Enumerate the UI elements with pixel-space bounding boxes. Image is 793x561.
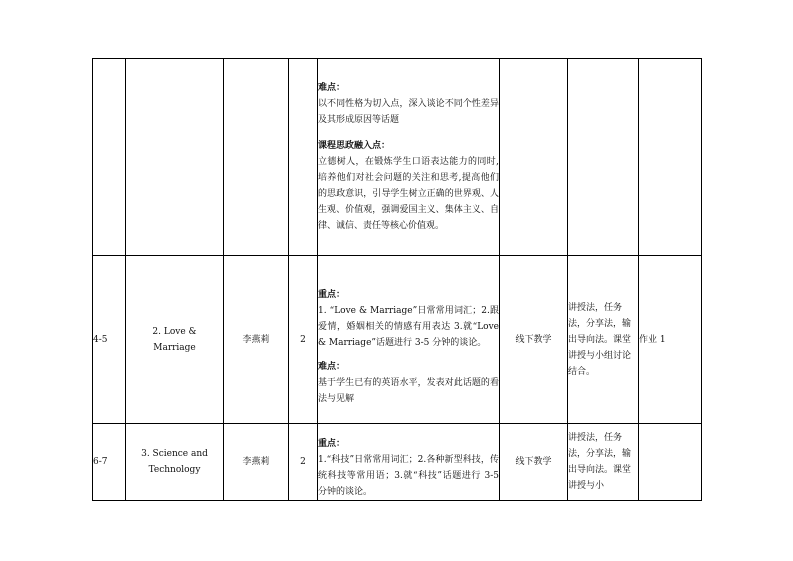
topic-cell xyxy=(126,424,224,501)
key-points-label: 重点： xyxy=(318,289,346,300)
key-points-text: 1.“科技”日常常用词汇；2.各种新型科技，传统科技等常用语；3.就“科技”话题进行 3-5 分钟的谈论。 xyxy=(318,455,499,497)
syllabus-table xyxy=(92,58,702,501)
mode-cell xyxy=(500,59,568,256)
key-points-text: 1. “Love & Marriage”日常常用词汇；2.跟爱情，婚姻相关的情感有用表达 3.就“Love & Marriage”话题进行 3-5 分钟的谈论。 xyxy=(318,305,499,348)
homework-cell xyxy=(639,59,702,256)
week-cell: 6-7 xyxy=(93,424,126,501)
teacher-cell: 李燕莉 xyxy=(224,256,289,424)
method-cell xyxy=(568,59,639,256)
teacher-cell xyxy=(224,59,289,256)
topic-cell xyxy=(126,59,224,256)
difficulty-text: 基于学生已有的英语水平，发表对此话题的看法与见解 xyxy=(318,377,499,404)
content-cell xyxy=(318,59,500,256)
hours-cell: 2 xyxy=(289,424,318,501)
difficulty-label: 难点： xyxy=(318,361,346,372)
table-row xyxy=(93,256,702,424)
teacher-cell: 李燕莉 xyxy=(224,424,289,501)
homework-cell xyxy=(639,424,702,501)
method-cell: 讲授法，任务法，分享法，输出导向法。课堂讲授与小 xyxy=(568,424,639,501)
mode-cell: 线下教学 xyxy=(500,256,568,424)
difficulty-label: 难点： xyxy=(318,83,346,93)
key-points-label: 重点： xyxy=(318,439,346,449)
week-cell xyxy=(93,59,126,256)
method-cell: 讲授法，任务法，分享法，输出导向法。课堂讲授与小组讨论结合。 xyxy=(568,256,639,424)
topic-line: Marriage xyxy=(153,342,196,353)
topic-line: 2. Love & xyxy=(152,326,197,337)
ideology-text: 立德树人，在锻炼学生口语表达能力的同时,培养他们对社会问题的关注和思考,提高他们的思政意识，引导学生树立正确的世界观、人生观、价值观，强调爱国主义、集体主义、自律、诚信、责任等核心价值观。 xyxy=(318,157,499,231)
hours-cell xyxy=(289,59,318,256)
topic-line: Technology xyxy=(148,465,201,475)
hours-cell: 2 xyxy=(289,256,318,424)
homework-cell: 作业 1 xyxy=(639,256,702,424)
difficulty-text: 以不同性格为切入点，深入谈论不同个性差异及其形成原因等话题 xyxy=(318,99,499,125)
table-row xyxy=(93,424,702,501)
table-row xyxy=(93,59,702,256)
ideology-label: 课程思政融入点： xyxy=(318,141,391,151)
topic-cell xyxy=(126,256,224,424)
week-cell: 4-5 xyxy=(93,256,126,424)
content-cell xyxy=(318,424,500,501)
mode-cell: 线下教学 xyxy=(500,424,568,501)
topic-line: 3. Science and xyxy=(141,449,208,459)
content-cell xyxy=(318,256,500,424)
